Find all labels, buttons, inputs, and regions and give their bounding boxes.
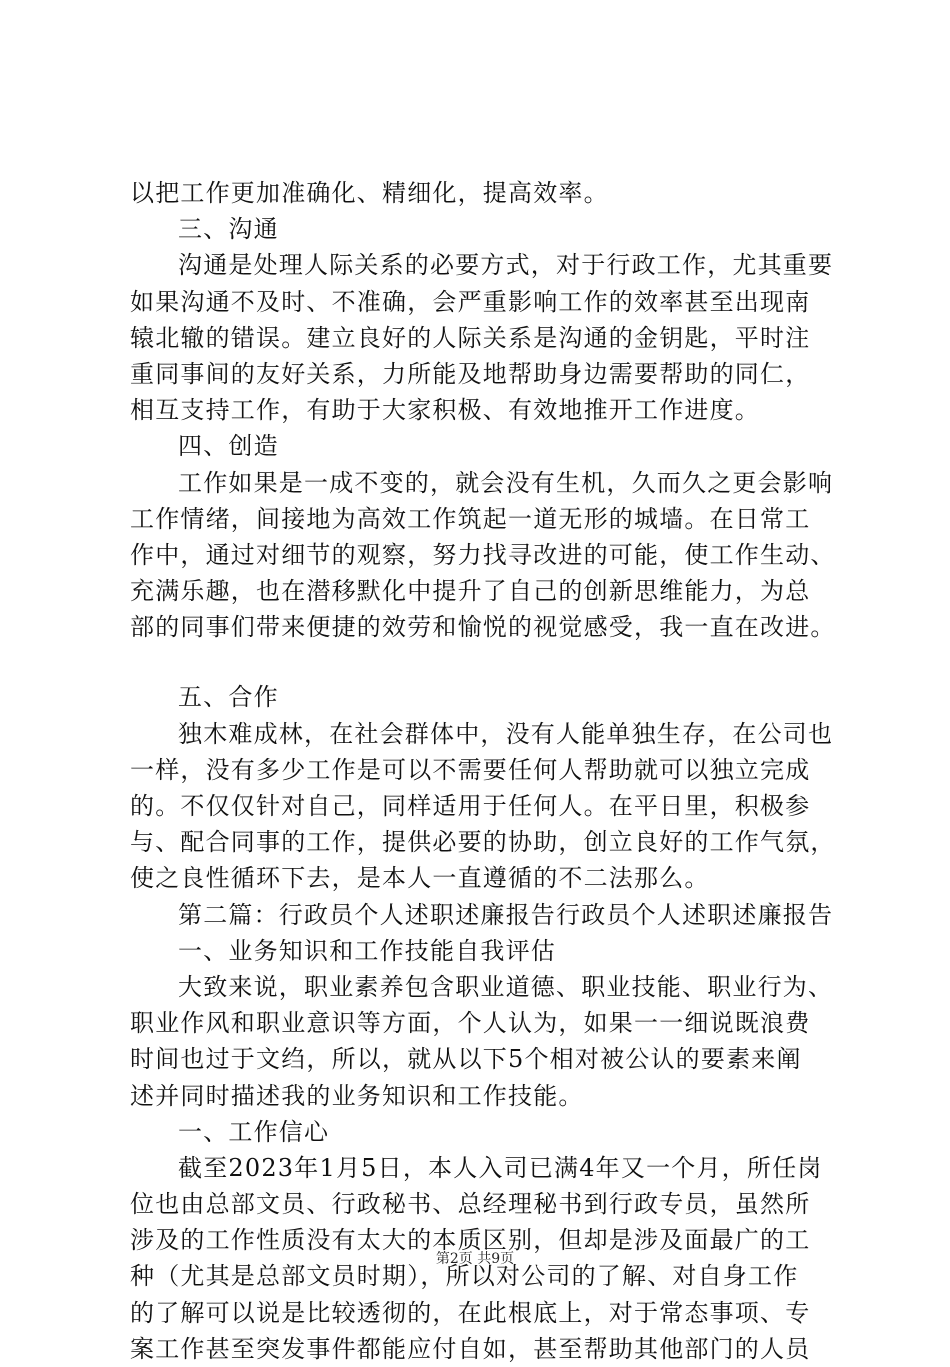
text-line: 重同事间的友好关系，力所能及地帮助身边需要帮助的同仁， xyxy=(130,359,811,388)
text-line: 工作如果是一成不变的，就会没有生机，久而久之更会影响 xyxy=(178,468,834,497)
text-line: 述并同时描述我的业务知识和工作技能。 xyxy=(130,1081,584,1110)
text-line xyxy=(130,645,842,679)
text-line: 辕北辙的错误。建立良好的人际关系是沟通的金钥匙，平时注 xyxy=(130,323,811,352)
body-text xyxy=(130,175,842,1367)
text-line: 种（尤其是总部文员时期），所以对公司的了解、对自身工作 xyxy=(130,1262,799,1291)
text-line: 充满乐趣，也在潜移默化中提升了自己的创新思维能力，为总 xyxy=(130,577,811,606)
text-line: 位也由总部文员、行政秘书、总经理秘书到行政专员，虽然所 xyxy=(130,1190,811,1219)
text-line: 四、创造 xyxy=(178,432,279,461)
text-line: 第二篇：行政员个人述职述廉报告行政员个人述职述廉报告 xyxy=(178,900,834,929)
text-line: 作中，通过对细节的观察，努力找寻改进的可能，使工作生动、 xyxy=(130,540,836,569)
text-line: 涉及的工作性质没有太大的本质区别，但却是涉及面最广的工 xyxy=(130,1226,811,1255)
text-line: 独木难成林，在社会群体中，没有人能单独生存，在公司也 xyxy=(178,719,834,748)
text-line: 三、沟通 xyxy=(178,215,279,244)
text-line: 使之良性循环下去，是本人一直遵循的不二法那么。 xyxy=(130,864,710,893)
text-line: 一、业务知识和工作技能自我评估 xyxy=(178,936,556,965)
text-line: 如果沟通不及时、不准确，会严重影响工作的效率甚至出现南 xyxy=(130,287,811,316)
text-line: 一样，没有多少工作是可以不需要任何人帮助就可以独立完成 xyxy=(130,755,811,784)
text-line: 工作情绪，间接地为高效工作筑起一道无形的城墙。在日常工 xyxy=(130,504,811,533)
text-line: 相互支持工作，有助于大家积极、有效地推开工作进度。 xyxy=(130,396,760,425)
text-line: 时间也过于文绉，所以，就从以下5个相对被公认的要素来阐 xyxy=(130,1045,802,1074)
text-line: 五、合作 xyxy=(178,683,279,712)
text-line: 以把工作更加准确化、精细化，提高效率。 xyxy=(130,179,609,207)
text-line: 与、配合同事的工作，提供必要的协助，创立良好的工作气氛， xyxy=(130,828,836,857)
text-line: 一、工作信心 xyxy=(178,1117,330,1146)
text-line: 截至2023年1月5日，本人入司已满4年又一个月，所任岗 xyxy=(178,1153,823,1182)
text-line: 沟通是处理人际关系的必要方式，对于行政工作，尤其重要 xyxy=(178,251,834,280)
text-line: 案工作甚至突发事件都能应付自如，甚至帮助其他部门的人员 xyxy=(130,1334,811,1363)
text-line: 的。不仅仅针对自己，同样适用于任何人。在平日里，积极参 xyxy=(130,792,811,820)
text-line: 大致来说，职业素养包含职业道德、职业技能、职业行为、 xyxy=(178,972,834,1001)
text-line: 的了解可以说是比较透彻的，在此根底上，对于常态事项、专 xyxy=(130,1298,811,1327)
page-footer: 第2页 共9页 xyxy=(435,1251,515,1267)
text-line: 职业作风和职业意识等方面，个人认为，如果一一细说既浪费 xyxy=(130,1009,811,1038)
text-line: 部的同事们带来便捷的效劳和愉悦的视觉感受，我一直在改进。 xyxy=(130,613,836,642)
